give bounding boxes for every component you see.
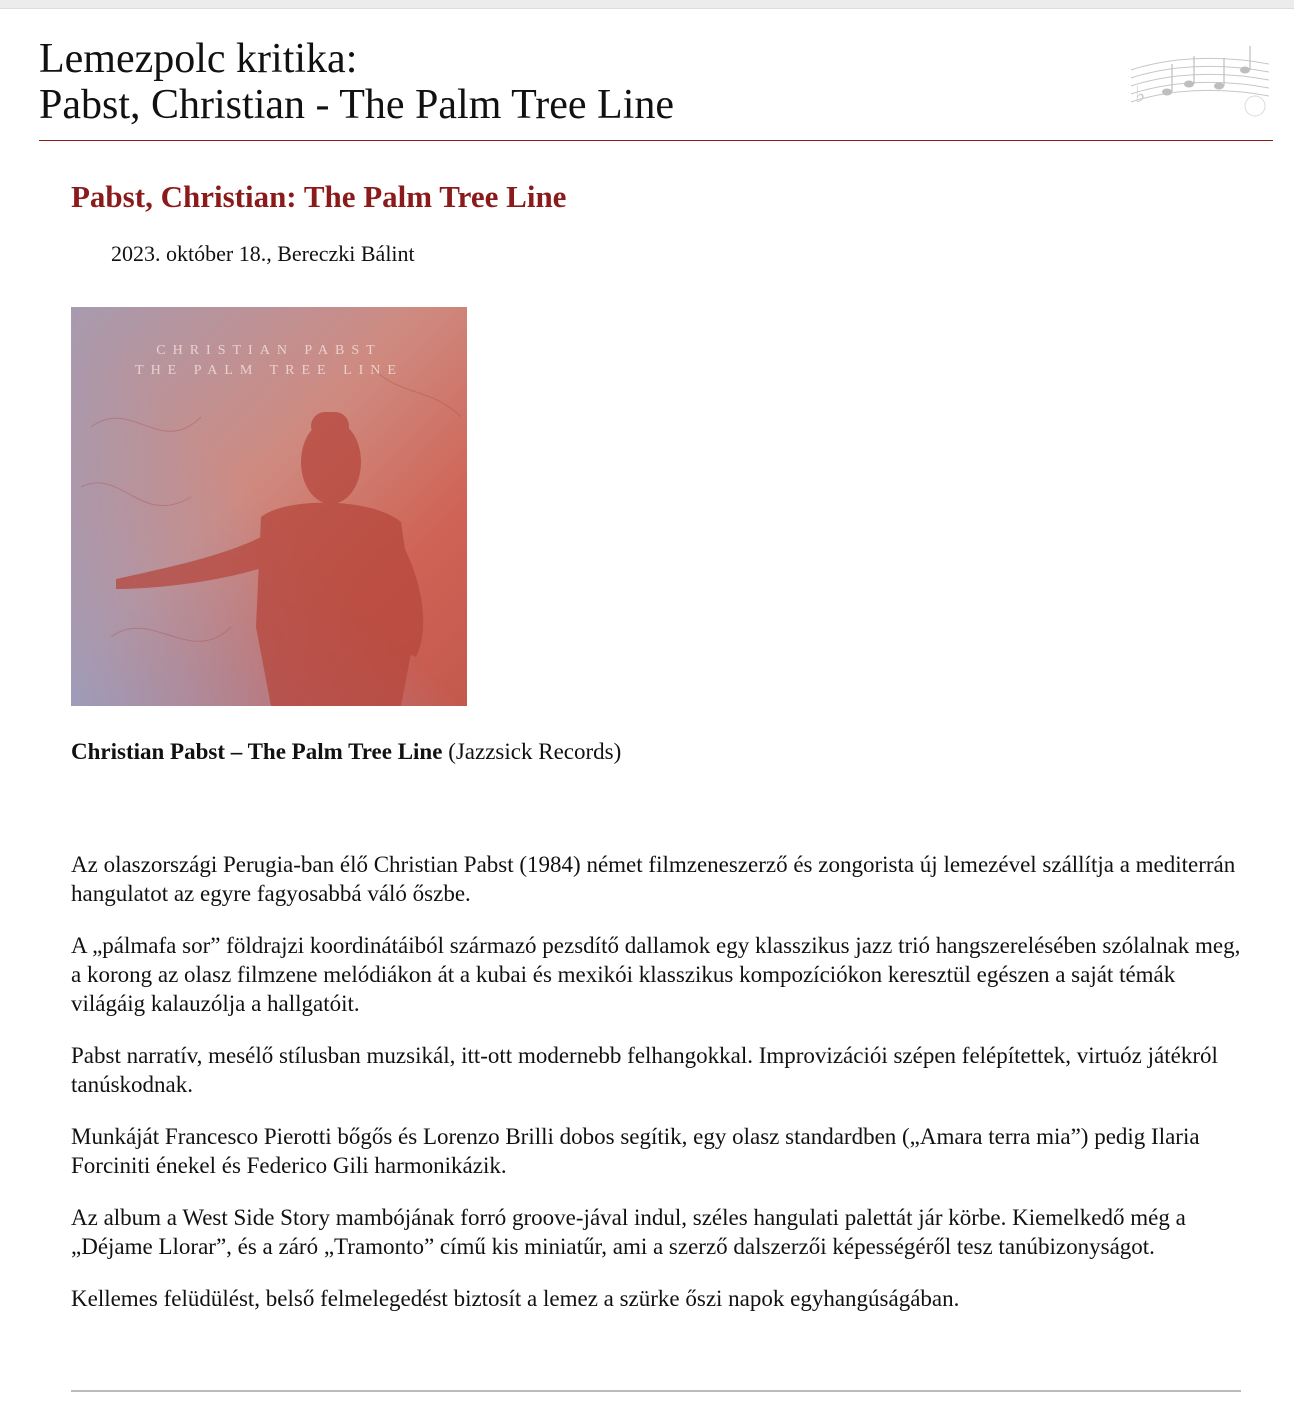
article <box>71 160 1241 1336</box>
cover-artist-text: CHRISTIAN PABST <box>156 343 382 358</box>
album-credit <box>71 736 1241 768</box>
cover-album-text: THE PALM TREE LINE <box>135 363 403 378</box>
paragraph: Pabst narratív, mesélő stílusban muzsikál, itt-ott modernebb felhangokkal. Improvizációi szépen felépítettek, virtuóz játékról tanúskodnak. <box>71 1043 1218 1097</box>
bottom-divider <box>71 1390 1241 1392</box>
album-credit-title: Christian Pabst – The Palm Tree Line <box>71 739 443 764</box>
page-title-line1: Lemezpolc kritika: <box>39 36 358 82</box>
page-header <box>39 36 1273 141</box>
paragraph: Munkáját Francesco Pierotti bőgős és Lorenzo Brilli dobos segítik, egy olasz standardben („Amara terra mia”) pedig Ilaria Forciniti énekel és Federico Gili harmonikázik. <box>71 1124 1200 1178</box>
article-body <box>71 850 1241 1313</box>
music-notes-icon <box>1127 40 1273 126</box>
paragraph: Kellemes felüdülést, belső felmelegedést biztosít a lemez a szürke őszi napok egyhangúságában. <box>71 1286 960 1311</box>
album-cover[interactable] <box>71 307 467 706</box>
paragraph: Az album a West Side Story mambójának forró groove-jával indul, széles hangulati palettát jár körbe. Kiemelkedő még a „Déjame Llorar”, és a záró „Tramonto” című kis miniatűr, ami a szerző dalszerzői képességéről tesz tanúbizonyságot. <box>71 1205 1186 1259</box>
svg-text:♭: ♭ <box>1135 83 1146 108</box>
page-title <box>39 36 1273 128</box>
paragraph: A „pálmafa sor” földrajzi koordinátáiból származó pezsdítő dallamok egy klasszikus jazz trió hangszerelésében szólalnak meg, a korong az olasz filmzene melódiákon át a kubai és mexikói klasszikus kompozíciókon keresztül egészen a saját témák világáig kalauzólja a hallgatóit. <box>71 933 1241 1016</box>
article-title: Pabst, Christian: The Palm Tree Line <box>71 179 567 214</box>
album-credit-label: (Jazzsick Records) <box>448 739 622 764</box>
browser-top-strip <box>0 0 1294 9</box>
page-title-line2: Pabst, Christian - The Palm Tree Line <box>39 82 675 128</box>
paragraph: Az olaszországi Perugia-ban élő Christian Pabst (1984) német filmzeneszerző és zongorista új lemezével szállítja a mediterrán hangulatot az egyre fagyosabbá váló őszbe. <box>71 852 1236 906</box>
article-meta: 2023. október 18., Bereczki Bálint <box>111 241 415 266</box>
